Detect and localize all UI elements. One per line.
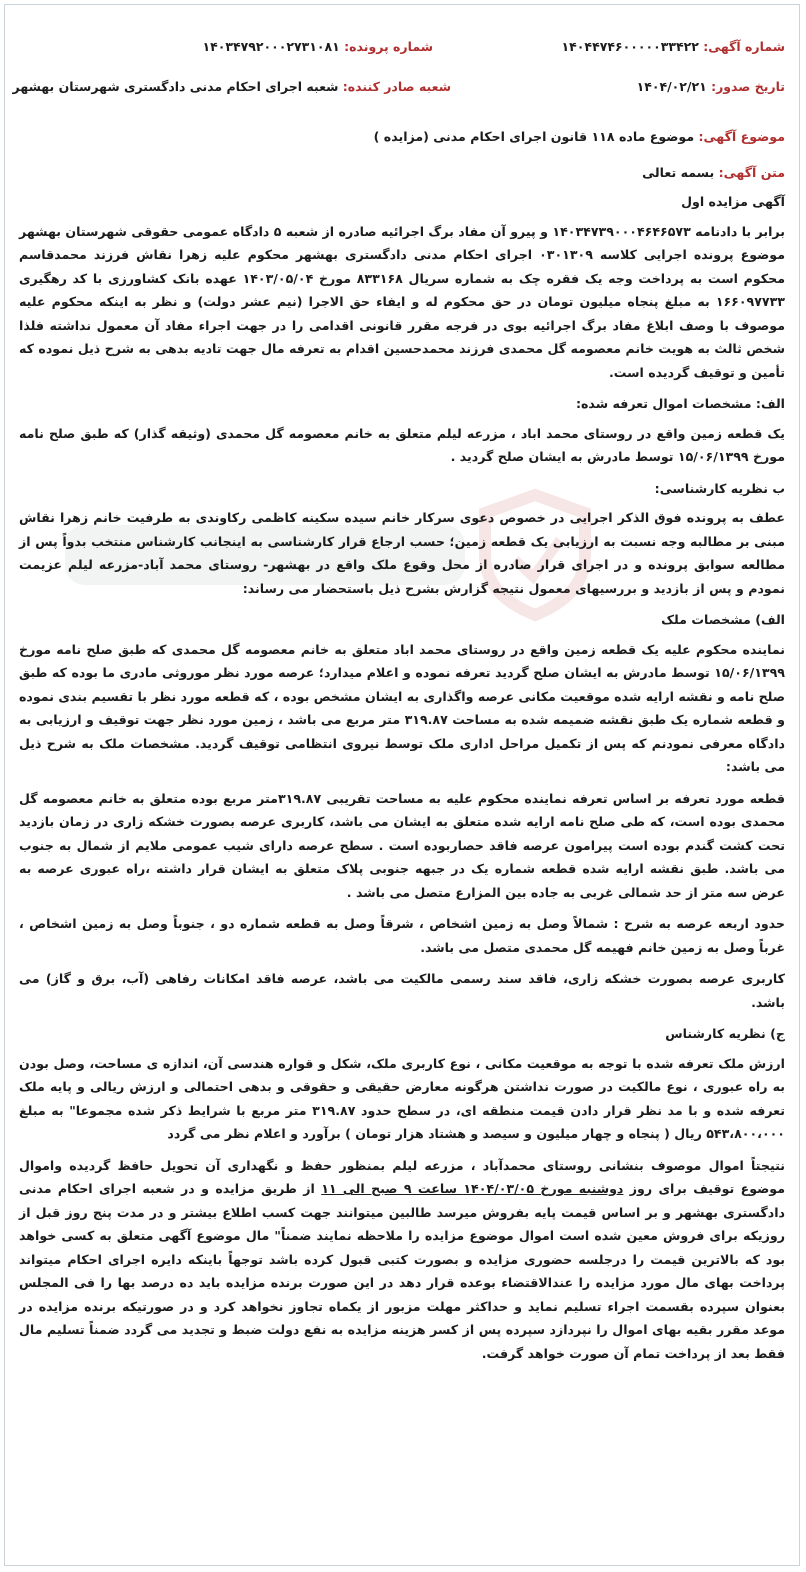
- section-b-text: عطف به پرونده فوق الذکر اجرایی در خصوص دعوی سرکار خانم سیده سکینه کاظمی رکاوندی به طرفیت خانم زهرا نقاش مبنی بر مطالبه وجه نسبت به ارزیابی یک قطعه زمین؛ حسب ارجاع قرار کارشناسی به اینجانب کارشناس منتخب بدواً پس از مطالعه سوابق پرونده و در اجرای قرار صادره از محل وقوع ملک واقع در بهشهر- روستای محمد آباد-مزرعه لیلم عزیمت نمودم و پس از بازدید و بررسیهای معمول نتیجه گزارش بشرح ذیل باستحضار می رساند:: [19, 510, 785, 596]
- ad-number-value: ۱۴۰۴۴۷۴۶۰۰۰۰۰۳۳۴۲۲: [561, 39, 699, 54]
- section-a-text: یک قطعه زمین واقع در روستای محمد اباد ، مزرعه لیلم متعلق به خانم معصومه گل محمدی (وثیقه گذار) که طبق صلح نامه مورخ ۱۵/۰۶/۱۳۹۹ توسط مادرش به ایشان صلح گردید .: [19, 425, 785, 464]
- issuer: [13, 79, 451, 94]
- usage-text: کاربری عرصه بصورت خشکه زاری، فاقد سند رسمی مالکیت می باشد، عرصه فاقد امکانات رفاهی (آب، برق و گاز) می باشد.: [19, 971, 785, 1010]
- property-heading: الف) مشخصات ملک: [661, 612, 785, 627]
- issue-date-label: تاریخ صدور:: [711, 79, 785, 94]
- final-text-b: از طریق مزایده و در شعبه اجرای احکام مدنی دادگستری بهشهر و بر اساس قیمت پایه بفروش میرسد طالبین میتوانند جهت کسب اطلاع بیشتر و در مدت پنج روز قبل از روزیکه برای فروش معین شده است اموال موضوع مزایده را ملاحظه نمایند ضمناً" مال موضوع آگهی متعلق به کسی خواهد بود که بالاترین قیمت را درجلسه حضوری مزایده و بصورت کتبی قبول کرده باشد توجهاً باینکه دایره اجرای احکام میتواند پرداخت بهای مال مورد مزایده را عندالاقتضاء بوعده قرار دهد در این صورت برنده مزایده باید ده درصد بها را فی المجلس بعنوان سپرده بقسمت اجراء تسلیم نماید و حداکثر مهلت مزبور از یکماه تجاوز نخواهد کرد و در صورتیکه برنده مزایده در موعد مقرر بقیه بهای اموال را نپردازد سپرده پس از کسر هزینه مزایده به نفع دولت ضبط و تجدید می گردد ضمناً تسلیم مال فقط بعد از پرداخت تمام آن صورت خواهد گرفت.: [19, 1181, 785, 1361]
- subject-label: موضوع آگهی:: [698, 129, 785, 144]
- text-intro-line: [19, 161, 785, 185]
- issue-date: [637, 79, 785, 94]
- subject-value: موضوع ماده ۱۱۸ قانون اجرای احکام مدنی (مزایده ): [373, 129, 695, 144]
- auction-heading: آگهی مزایده اول: [681, 194, 785, 209]
- final-text-a: نتیجتاً اموال موصوف بنشانی روستای محمدآباد ، مزرعه لیلم بمنظور حفظ و نگهداری آن تحویل حافظ گردیده واموال موضوع توقیف برای روز: [19, 1157, 786, 1196]
- case-number-value: ۱۴۰۳۴۷۹۲۰۰۰۲۷۳۱۰۸۱: [202, 39, 340, 54]
- boundaries-text: حدود اربعه عرصه به شرح : شمالاً وصل به زمین اشخاص ، شرقاً وصل به قطعه شماره دو ، جنوباً وصل به زمین اشخاص ، غرباً وصل به زمین خانم فهیمه گل محمدی متصل می باشد.: [19, 916, 785, 955]
- section-c-text: ارزش ملک تعرفه شده با توجه به موقعیت مکانی ، نوع کاربری ملک، شکل و قواره هندسی آن، اندازه ی مساحت، وصل بودن به راه عبوری ، نوع مالکیت در صورت نداشتن هرگونه معارض حقیقی و حقوقی و بدهی احتمالی و ارزش ریالی و پایه ملک تعرفه شده و با مد نظر قرار دادن قیمت منطقه ای، در سطح حدود ۳۱۹.۸۷ متر مربع با شرایط ذکر شده مجموعا" به مبلغ ۵۴۳،۸۰۰،۰۰۰ ریال ( پنجاه و چهار میلیون و سیصد و هشتاد هزار تومان ) برآورد و اعلام نظر می گردد: [19, 1055, 785, 1141]
- announcement-page: [4, 4, 800, 1566]
- case-number-label: شماره پرونده:: [344, 39, 433, 54]
- final-paragraph: [19, 1154, 785, 1366]
- lot-description: قطعه مورد تعرفه بر اساس تعرفه نماینده محکوم علیه به مساحت تقریبی ۳۱۹.۸۷متر مربع بوده متعلق به خانم معصومه گل محمدی بوده است، که طی صلح نامه ارایه شده متعلق به ایشان می باشد، کاربری عرصه بصورت خشکه زاری در زمان بازدید تحت کشت گندم بوده است پیرامون عرصه فاقد حصاربوده است . سطح عرصه دارای شیب عمومی ملایم از شمال به جنوب می باشد. طبق نقشه ارایه شده قطعه شماره یک در جبهه جنوبی پلاک متعلق به ایشان قرار داشته ،راه عبوری عرصه به عرض سه متر از حد شمالی غربی به جاده بین المزارع متصل می باشد .: [19, 790, 785, 900]
- text-intro-value: بسمه تعالی: [642, 164, 715, 180]
- ad-number: [562, 39, 785, 54]
- paragraph-intro: برابر با دادنامه ۱۴۰۳۴۷۳۹۰۰۰۴۶۴۶۵۷۳ و پیرو آن مفاد برگ اجرائیه صادره از شعبه ۵ دادگاه عمومی حقوقی شهرستان بهشهر موضوع پرونده اجرایی کلاسه ۰۳۰۱۳۰۹ اجرای احکام مدنی دادگستری بهشهر محکوم علیه زهرا نقاش فرزند محمدقاسم محکوم است به پرداخت وجه یک فقره چک به شماره سریال ۸۳۳۱۶۸ مورخ ۱۴۰۳/۰۵/۰۴ عهده بانک کشاورزی با کد رهگیری ۱۶۶۰۹۷۷۳۳ به مبلغ پنجاه میلیون تومان در حق محکوم له و ایفاء حق الاجرا (نیم عشر دولت) و نظر به اینکه محکوم علیه موصوف با وصف ابلاغ مفاد برگ اجرائیه بوی در فرجه مقرر قانونی اقدامی را در جهت اجراء مفاد آن معمول نداشته فلذا شخص ثالث به هویت خانم معصومه گل محمدی فرزند محمدحسین اقدام به تعرفه مال جهت تادیه بدهی به شرح ذیل نموده که تأمین و توقیف گردیده است.: [19, 223, 786, 380]
- case-number: [202, 39, 433, 54]
- announcement-body: [19, 125, 785, 1373]
- issue-date-value: ۱۴۰۴/۰۲/۲۱: [636, 79, 707, 94]
- issuer-label: شعبه صادر کننده:: [342, 79, 451, 94]
- property-text: نماینده محکوم علیه یک قطعه زمین واقع در روستای محمد اباد متعلق به خانم معصومه گل محمدی که طبق صلح نامه مورخ ۱۵/۰۶/۱۳۹۹ توسط مادرش به ایشان صلح گردید تعرفه نموده و اعلام میدارد؛ عرصه مورد نظر موروثی مادری ما بوده که طبق صلح نامه و نقشه ارایه شده موقعیت مکانی عرصه واگذاری به ایشان مشخص بوده ، که قطعه مورد نظر با تقسیم بندی نموده و قطعه شماره یک طبق نقشه ضمیمه شده به مساحت ۳۱۹.۸۷ متر مربع می باشد ، زمین مورد نظر جهت توقیف و ارزیابی به دادگاه معرفی نمودنم که پس از تکمیل مراحل اداری ملک توسط نیروی انتظامی توقیف گردید. مشخصات ملک به شرح ذیل می باشد:: [19, 641, 785, 774]
- subject-line: [19, 125, 785, 149]
- issuer-value: شعبه اجرای احکام مدنی دادگستری شهرستان بهشهر: [12, 79, 339, 94]
- section-a-heading: الف: مشخصات اموال تعرفه شده:: [575, 396, 785, 411]
- ad-number-label: شماره آگهی:: [703, 39, 785, 54]
- section-c-heading: ج) نظریه کارشناس: [665, 1026, 785, 1041]
- auction-date-time: دوشنبه مورخ ۱۴۰۴/۰۳/۰۵ ساعت ۹ صبح الی ۱۱: [321, 1181, 624, 1196]
- section-b-heading: ب نظریه کارشناسی:: [654, 480, 785, 496]
- text-intro-label: متن آگهی:: [718, 164, 785, 180]
